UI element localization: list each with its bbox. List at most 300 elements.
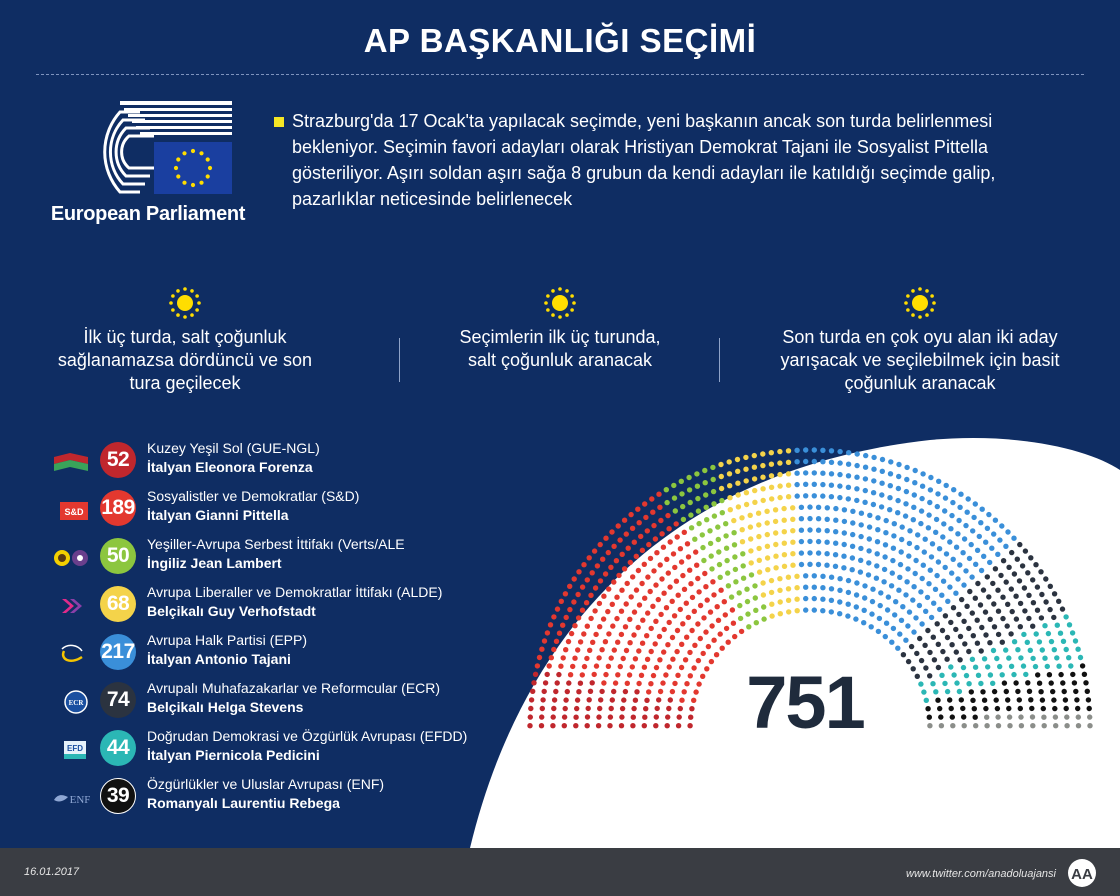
seat-dot-alde-logo xyxy=(765,544,770,549)
seat-dot-s-and-d-logo xyxy=(609,655,614,660)
seat-dot-gue-ngl-logo xyxy=(563,697,568,702)
seat-dot-epp-logo xyxy=(820,597,825,602)
seat-dot-gue-ngl-logo xyxy=(542,689,547,694)
seat-dot-s-and-d-logo xyxy=(670,657,675,662)
seat-dot-s-and-d-logo xyxy=(619,588,624,593)
seat-dot-epp-logo xyxy=(907,609,912,614)
seat-dot-epp-logo xyxy=(945,599,950,604)
seat-dot-epp-logo xyxy=(944,551,949,556)
seat-dot-epp-logo xyxy=(829,471,834,476)
seat-dot-alde-logo xyxy=(795,608,800,613)
seat-dot-epp-logo xyxy=(794,448,799,453)
seat-dot-non-attached xyxy=(1041,715,1046,720)
seat-dot-epp-logo xyxy=(876,629,881,634)
seat-dot-greens-efa-logo xyxy=(753,608,758,613)
seat-dot-alde-logo xyxy=(744,478,749,483)
seat-dot-s-and-d-logo xyxy=(643,515,648,520)
seat-dot-epp-logo xyxy=(940,534,945,539)
seat-dot-epp-logo xyxy=(816,562,821,567)
seat-dot-alde-logo xyxy=(777,588,782,593)
seat-dot-epp-logo xyxy=(803,596,808,601)
seat-dot-s-and-d-logo xyxy=(625,581,630,586)
seat-dot-epp-logo xyxy=(903,501,908,506)
seat-dot-s-and-d-logo xyxy=(593,632,598,637)
seat-dot-ecr-logo xyxy=(943,613,948,618)
seat-dot-alde-logo xyxy=(773,519,778,524)
seat-dot-s-and-d-logo xyxy=(649,626,654,631)
seat-dot-s-and-d-logo xyxy=(633,656,638,661)
seat-dot-efdd-logo xyxy=(991,648,996,653)
seat-dot-gue-ngl-logo xyxy=(530,689,535,694)
seat-dot-greens-efa-logo xyxy=(732,542,737,547)
seat-dot-s-and-d-logo xyxy=(634,554,639,559)
seat-dot-alde-logo xyxy=(777,483,782,488)
seat-dot-greens-efa-logo xyxy=(679,491,684,496)
seat-dot-s-and-d-logo xyxy=(696,589,701,594)
seat-dot-s-and-d-logo xyxy=(654,550,659,555)
seat-dot-epp-logo xyxy=(820,585,825,590)
seat-dot-epp-logo xyxy=(891,546,896,551)
seat-dot-enf-logo xyxy=(1025,680,1030,685)
rule-text: İlk üç turda, salt çoğunluk sağlanamazsa dördüncü ve son tura geçilecek xyxy=(57,327,313,393)
seat-dot-epp-logo xyxy=(799,539,804,544)
footer xyxy=(0,848,1120,896)
seat-dot-alde-logo xyxy=(735,481,740,486)
seat-dot-epp-logo xyxy=(867,524,872,529)
seat-dot-enf-logo xyxy=(1082,672,1087,677)
seat-dot-greens-efa-logo xyxy=(711,489,716,494)
seat-dot-s-and-d-logo xyxy=(667,620,672,625)
seat-dot-s-and-d-logo xyxy=(636,648,641,653)
seat-dot-efdd-logo xyxy=(988,672,993,677)
seat-dot-s-and-d-logo xyxy=(584,656,589,661)
seat-dot-efdd-logo xyxy=(933,689,938,694)
seat-dot-enf-logo xyxy=(1047,672,1052,677)
seat-dot-non-attached xyxy=(1018,714,1023,719)
seat-dot-s-and-d-logo xyxy=(642,596,647,601)
seat-dot-gue-ngl-logo xyxy=(533,672,538,677)
seat-dot-alde-logo xyxy=(719,486,724,491)
seat-dot-s-and-d-logo xyxy=(614,595,619,600)
seat-dot-epp-logo xyxy=(903,592,908,597)
seat-dot-greens-efa-logo xyxy=(738,616,743,621)
seat-dot-gue-ngl-logo xyxy=(631,715,636,720)
seat-dot-gue-ngl-logo xyxy=(539,723,544,728)
seat-dot-epp-logo xyxy=(918,589,923,594)
seat-dot-epp-logo xyxy=(891,626,896,631)
seat-dot-greens-efa-logo xyxy=(709,566,714,571)
seat-dot-gue-ngl-logo xyxy=(642,715,647,720)
seat-dot-epp-logo xyxy=(842,542,847,547)
seat-dot-epp-logo xyxy=(812,459,817,464)
seat-dot-enf-logo xyxy=(1074,697,1079,702)
seat-dot-ecr-logo xyxy=(1043,599,1048,604)
seat-dot-s-and-d-logo xyxy=(644,633,649,638)
seat-dot-s-and-d-logo xyxy=(642,562,647,567)
seat-dot-epp-logo xyxy=(803,585,808,590)
seat-dot-epp-logo xyxy=(807,562,812,567)
seat-dot-s-and-d-logo xyxy=(693,549,698,554)
seat-dot-epp-logo xyxy=(854,498,859,503)
seat-count-badge: 217 xyxy=(100,634,136,670)
seat-dot-ecr-logo xyxy=(1008,631,1013,636)
seat-dot-epp-logo xyxy=(970,528,975,533)
seat-dot-enf-logo xyxy=(1064,706,1069,711)
seat-dot-greens-efa-logo xyxy=(694,471,699,476)
seat-dot-s-and-d-logo xyxy=(580,584,585,589)
seat-dot-s-and-d-logo xyxy=(631,632,636,637)
seat-dot-greens-efa-logo xyxy=(708,541,713,546)
seat-dot-non-attached xyxy=(1076,723,1081,728)
seat-dot-greens-efa-logo xyxy=(671,483,676,488)
seat-dot-epp-logo xyxy=(812,585,817,590)
seat-dot-ecr-logo xyxy=(909,644,914,649)
seat-dot-epp-logo xyxy=(897,631,902,636)
seat-dot-epp-logo xyxy=(803,607,808,612)
seat-dot-epp-logo xyxy=(999,523,1004,528)
seat-count-badge: 52 xyxy=(100,442,136,478)
seat-dot-greens-efa-logo xyxy=(664,500,669,505)
seat-dot-enf-logo xyxy=(1050,689,1055,694)
seat-dot-s-and-d-logo xyxy=(578,639,583,644)
seat-dot-epp-logo xyxy=(803,482,808,487)
seat-dot-epp-logo xyxy=(882,567,887,572)
seat-dot-epp-logo xyxy=(927,500,932,505)
seat-dot-s-and-d-logo xyxy=(625,681,630,686)
seat-dot-epp-logo xyxy=(866,572,871,577)
seat-dot-s-and-d-logo xyxy=(617,537,622,542)
seat-dot-efdd-logo xyxy=(1055,623,1060,628)
total-seats: 751 xyxy=(746,661,864,744)
seat-dot-epp-logo xyxy=(900,604,905,609)
seat-dot-greens-efa-logo xyxy=(718,575,723,580)
candidate-name: İtalyan Piernicola Pedicini xyxy=(147,747,320,763)
seat-dot-epp-logo xyxy=(820,608,825,613)
seat-dot-greens-efa-logo xyxy=(737,590,742,595)
seat-dot-greens-efa-logo xyxy=(689,525,694,530)
seat-dot-efdd-logo xyxy=(976,673,981,678)
seat-dot-epp-logo xyxy=(884,518,889,523)
seat-dot-s-and-d-logo xyxy=(656,597,661,602)
seat-dot-s-and-d-logo xyxy=(624,531,629,536)
seat-dot-alde-logo xyxy=(756,534,761,539)
seat-dot-gue-ngl-logo xyxy=(529,697,534,702)
seat-dot-s-and-d-logo xyxy=(662,627,667,632)
seat-dot-enf-logo xyxy=(949,706,954,711)
european-parliament-logo-text: European Parliament xyxy=(50,203,246,225)
seat-dot-epp-logo xyxy=(846,496,851,501)
seat-dot-s-and-d-logo xyxy=(658,689,663,694)
seat-dot-s-and-d-logo xyxy=(613,680,618,685)
seat-dot-epp-logo xyxy=(907,541,912,546)
seat-dot-efdd-logo xyxy=(997,664,1002,669)
seat-dot-epp-logo xyxy=(858,558,863,563)
seat-dot-s-and-d-logo xyxy=(640,618,645,623)
seat-dot-gue-ngl-logo xyxy=(689,706,694,711)
seat-dot-s-and-d-logo xyxy=(686,554,691,559)
logo-text: ENF xyxy=(69,794,91,806)
seat-dot-gue-ngl-logo xyxy=(656,697,661,702)
seat-dot-epp-logo xyxy=(850,509,855,514)
seat-dot-s-and-d-logo xyxy=(646,542,651,547)
seat-dot-efdd-logo xyxy=(1033,664,1038,669)
seat-dot-epp-logo xyxy=(995,552,1000,557)
seat-dot-s-and-d-logo xyxy=(570,664,575,669)
seat-dot-epp-logo xyxy=(833,529,838,534)
seat-dot-enf-logo xyxy=(969,689,974,694)
seat-dot-epp-logo xyxy=(899,537,904,542)
seat-dot-gue-ngl-logo xyxy=(668,697,673,702)
seat-dot-efdd-logo xyxy=(994,656,999,661)
seat-dot-s-and-d-logo xyxy=(627,617,632,622)
seat-dot-non-attached xyxy=(1042,723,1047,728)
seat-dot-epp-logo xyxy=(963,568,968,573)
seat-dot-alde-logo xyxy=(769,462,774,467)
seat-dot-ecr-logo xyxy=(981,587,986,592)
seat-dot-s-and-d-logo xyxy=(701,615,706,620)
seat-dot-epp-logo xyxy=(883,634,888,639)
seat-dot-enf-logo xyxy=(1027,689,1032,694)
seat-dot-epp-logo xyxy=(854,592,859,597)
seat-dot-ecr-logo xyxy=(1009,586,1014,591)
seat-dot-gue-ngl-logo xyxy=(585,714,590,719)
seat-dot-ecr-logo xyxy=(1039,592,1044,597)
seat-dot-enf-logo xyxy=(1087,706,1092,711)
seat-dot-non-attached xyxy=(1019,723,1024,728)
seat-dot-alde-logo xyxy=(731,518,736,523)
seat-dot-s-and-d-logo xyxy=(685,541,690,546)
seat-dot-epp-logo xyxy=(837,483,842,488)
seat-dot-alde-logo xyxy=(790,505,795,510)
seat-dot-ecr-logo xyxy=(1004,579,1009,584)
seat-dot-alde-logo xyxy=(748,513,753,518)
seat-dot-s-and-d-logo xyxy=(620,552,625,557)
seat-dot-s-and-d-logo xyxy=(722,599,727,604)
seat-dot-epp-logo xyxy=(904,579,909,584)
candidate-name: Romanyalı Laurentiu Rebega xyxy=(147,795,340,811)
seat-dot-epp-logo xyxy=(820,459,825,464)
seat-dot-enf-logo xyxy=(1015,689,1020,694)
seat-dot-s-and-d-logo xyxy=(568,672,573,677)
seat-dot-alde-logo xyxy=(765,520,770,525)
seat-dot-s-and-d-logo xyxy=(572,623,577,628)
seat-dot-epp-logo xyxy=(803,447,808,452)
seat-dot-efdd-logo xyxy=(966,681,971,686)
seat-dot-efdd-logo xyxy=(1034,631,1039,636)
seat-dot-epp-logo xyxy=(829,494,834,499)
seat-dot-s-and-d-logo xyxy=(664,557,669,562)
seat-dot-alde-logo xyxy=(743,455,748,460)
seat-dot-s-and-d-logo xyxy=(630,526,635,531)
seat-dot-s-and-d-logo xyxy=(702,571,707,576)
seat-dot-s-and-d-logo xyxy=(564,615,569,620)
seat-dot-gue-ngl-logo xyxy=(676,723,681,728)
seat-dot-epp-logo xyxy=(914,545,919,550)
seat-dot-epp-logo xyxy=(850,555,855,560)
seat-dot-s-and-d-logo xyxy=(718,588,723,593)
seat-dot-s-and-d-logo xyxy=(642,501,647,506)
seat-dot-alde-logo xyxy=(748,536,753,541)
seat-dot-alde-logo xyxy=(760,451,765,456)
seat-dot-s-and-d-logo xyxy=(619,632,624,637)
seat-dot-greens-efa-logo xyxy=(686,475,691,480)
seat-dot-s-and-d-logo xyxy=(614,558,619,563)
seat-dot-enf-logo xyxy=(1029,706,1034,711)
seat-dot-epp-logo xyxy=(870,599,875,604)
seat-dot-alde-logo xyxy=(735,469,740,474)
seat-dot-epp-logo xyxy=(862,595,867,600)
seat-dot-epp-logo xyxy=(926,512,931,517)
seat-dot-s-and-d-logo xyxy=(609,529,614,534)
seat-dot-gue-ngl-logo xyxy=(655,706,660,711)
seat-dot-gue-ngl-logo xyxy=(573,715,578,720)
seat-dot-ecr-logo xyxy=(914,651,919,656)
seat-dot-ecr-logo xyxy=(962,641,967,646)
seat-dot-s-and-d-logo xyxy=(666,526,671,531)
seat-dot-ecr-logo xyxy=(919,658,924,663)
seat-dot-ecr-logo xyxy=(927,650,932,655)
seat-dot-greens-efa-logo xyxy=(712,513,717,518)
seat-dot-ecr-logo xyxy=(1025,570,1030,575)
seat-dot-ecr-logo xyxy=(992,624,997,629)
seat-dot-epp-logo xyxy=(933,587,938,592)
seat-dot-s-and-d-logo xyxy=(571,599,576,604)
seat-dot-s-and-d-logo xyxy=(587,648,592,653)
seat-dot-epp-logo xyxy=(1005,529,1010,534)
seat-dot-epp-logo xyxy=(947,539,952,544)
seat-dot-efdd-logo xyxy=(1049,639,1054,644)
seat-dot-gue-ngl-logo xyxy=(574,706,579,711)
seat-dot-s-and-d-logo xyxy=(688,581,693,586)
seat-dot-ecr-logo xyxy=(1052,591,1057,596)
seat-dot-gue-ngl-logo xyxy=(619,723,624,728)
seat-dot-epp-logo xyxy=(911,505,916,510)
seat-dot-efdd-logo xyxy=(978,681,983,686)
seat-dot-alde-logo xyxy=(773,530,778,535)
seat-dot-s-and-d-logo xyxy=(636,625,641,630)
seat-dot-s-and-d-logo xyxy=(624,601,629,606)
seat-dot-epp-logo xyxy=(812,493,817,498)
seat-dot-s-and-d-logo xyxy=(585,624,590,629)
seat-dot-ecr-logo xyxy=(967,589,972,594)
seat-dot-epp-logo xyxy=(912,480,917,485)
seat-dot-ecr-logo xyxy=(1000,595,1005,600)
seat-dot-s-and-d-logo xyxy=(709,623,714,628)
seat-dot-gue-ngl-logo xyxy=(597,706,602,711)
seat-dot-greens-efa-logo xyxy=(700,532,705,537)
seat-dot-epp-logo xyxy=(846,450,851,455)
seat-dot-s-and-d-logo xyxy=(635,507,640,512)
seat-dot-epp-logo xyxy=(903,513,908,518)
seat-dot-efdd-logo xyxy=(985,664,990,669)
seat-dot-ecr-logo xyxy=(1018,624,1023,629)
seat-dot-epp-logo xyxy=(833,506,838,511)
seat-dot-enf-logo xyxy=(1038,689,1043,694)
seat-dot-gue-ngl-logo xyxy=(555,680,560,685)
seat-dot-epp-logo xyxy=(795,493,800,498)
seat-dot-epp-logo xyxy=(807,516,812,521)
seat-dot-enf-logo xyxy=(1017,697,1022,702)
seat-dot-ecr-logo xyxy=(1005,602,1010,607)
seat-dot-epp-logo xyxy=(879,492,884,497)
seat-dot-s-and-d-logo xyxy=(595,563,600,568)
seat-dot-epp-logo xyxy=(803,470,808,475)
seat-dot-non-attached xyxy=(950,723,955,728)
candidate-name: İngiliz Jean Lambert xyxy=(147,555,282,571)
seat-dot-epp-logo xyxy=(854,604,859,609)
seat-dot-s-and-d-logo xyxy=(563,647,568,652)
seat-dot-alde-logo xyxy=(736,504,741,509)
seat-dot-s-and-d-logo xyxy=(548,622,553,627)
seat-dot-alde-logo xyxy=(777,576,782,581)
seat-dot-ecr-logo xyxy=(985,574,990,579)
seat-dot-enf-logo xyxy=(927,715,932,720)
seat-dot-enf-logo xyxy=(994,697,999,702)
seat-dot-enf-logo xyxy=(1070,672,1075,677)
seat-dot-epp-logo xyxy=(933,530,938,535)
seat-dot-efdd-logo xyxy=(1009,664,1014,669)
seat-dot-enf-logo xyxy=(1080,663,1085,668)
seat-dot-ecr-logo xyxy=(917,636,922,641)
seat-dot-alde-logo xyxy=(761,592,766,597)
seat-dot-epp-logo xyxy=(859,522,864,527)
seat-dot-s-and-d-logo xyxy=(618,664,623,669)
seat-dot-s-and-d-logo xyxy=(666,570,671,575)
seat-dot-s-and-d-logo xyxy=(642,665,647,670)
seat-dot-epp-logo xyxy=(816,505,821,510)
seat-dot-alde-logo xyxy=(760,486,765,491)
seat-dot-s-and-d-logo xyxy=(658,562,663,567)
seat-dot-epp-logo xyxy=(936,479,941,484)
seat-dot-s-and-d-logo xyxy=(674,521,679,526)
seat-dot-non-attached xyxy=(1030,714,1035,719)
seat-dot-epp-logo xyxy=(888,471,893,476)
seat-dot-alde-logo xyxy=(777,472,782,477)
seat-dot-epp-logo xyxy=(875,551,880,556)
seat-dot-alde-logo xyxy=(782,552,787,557)
seat-dot-epp-logo xyxy=(923,537,928,542)
seat-dot-ecr-logo xyxy=(1033,562,1038,567)
seat-dot-greens-efa-logo xyxy=(687,487,692,492)
seat-dot-s-and-d-logo xyxy=(549,655,554,660)
seat-dot-epp-logo xyxy=(928,487,933,492)
seat-dot-s-and-d-logo xyxy=(670,599,675,604)
seat-dot-gue-ngl-logo xyxy=(619,714,624,719)
seat-dot-epp-logo xyxy=(850,544,855,549)
seat-dot-epp-logo xyxy=(861,620,866,625)
seat-dot-s-and-d-logo xyxy=(715,604,720,609)
page-title: AP BAŞKANLIĞI SEÇİMİ xyxy=(363,22,757,59)
seat-dot-s-and-d-logo xyxy=(687,568,692,573)
seat-dot-s-and-d-logo xyxy=(675,628,680,633)
seat-dot-greens-efa-logo xyxy=(692,537,697,542)
seat-dot-epp-logo xyxy=(878,590,883,595)
seat-dot-epp-logo xyxy=(829,448,834,453)
seat-dot-alde-logo xyxy=(719,474,724,479)
seat-dot-epp-logo xyxy=(837,495,842,500)
seat-dot-efdd-logo xyxy=(1012,639,1017,644)
seat-dot-s-and-d-logo xyxy=(711,638,716,643)
seat-dot-efdd-logo xyxy=(1006,655,1011,660)
seat-dot-enf-logo xyxy=(1049,680,1054,685)
seat-dot-gue-ngl-logo xyxy=(576,689,581,694)
seat-dot-s-and-d-logo xyxy=(664,605,669,610)
seat-dot-alde-logo xyxy=(756,546,761,551)
seat-dot-alde-logo xyxy=(743,467,748,472)
twitter-handle-link[interactable]: www.twitter.com/anadoluajansi xyxy=(906,868,1056,880)
rule-text: Seçimlerin ilk üç turunda, salt çoğunluk aranacak xyxy=(459,327,661,370)
seat-dot-s-and-d-logo xyxy=(628,560,633,565)
